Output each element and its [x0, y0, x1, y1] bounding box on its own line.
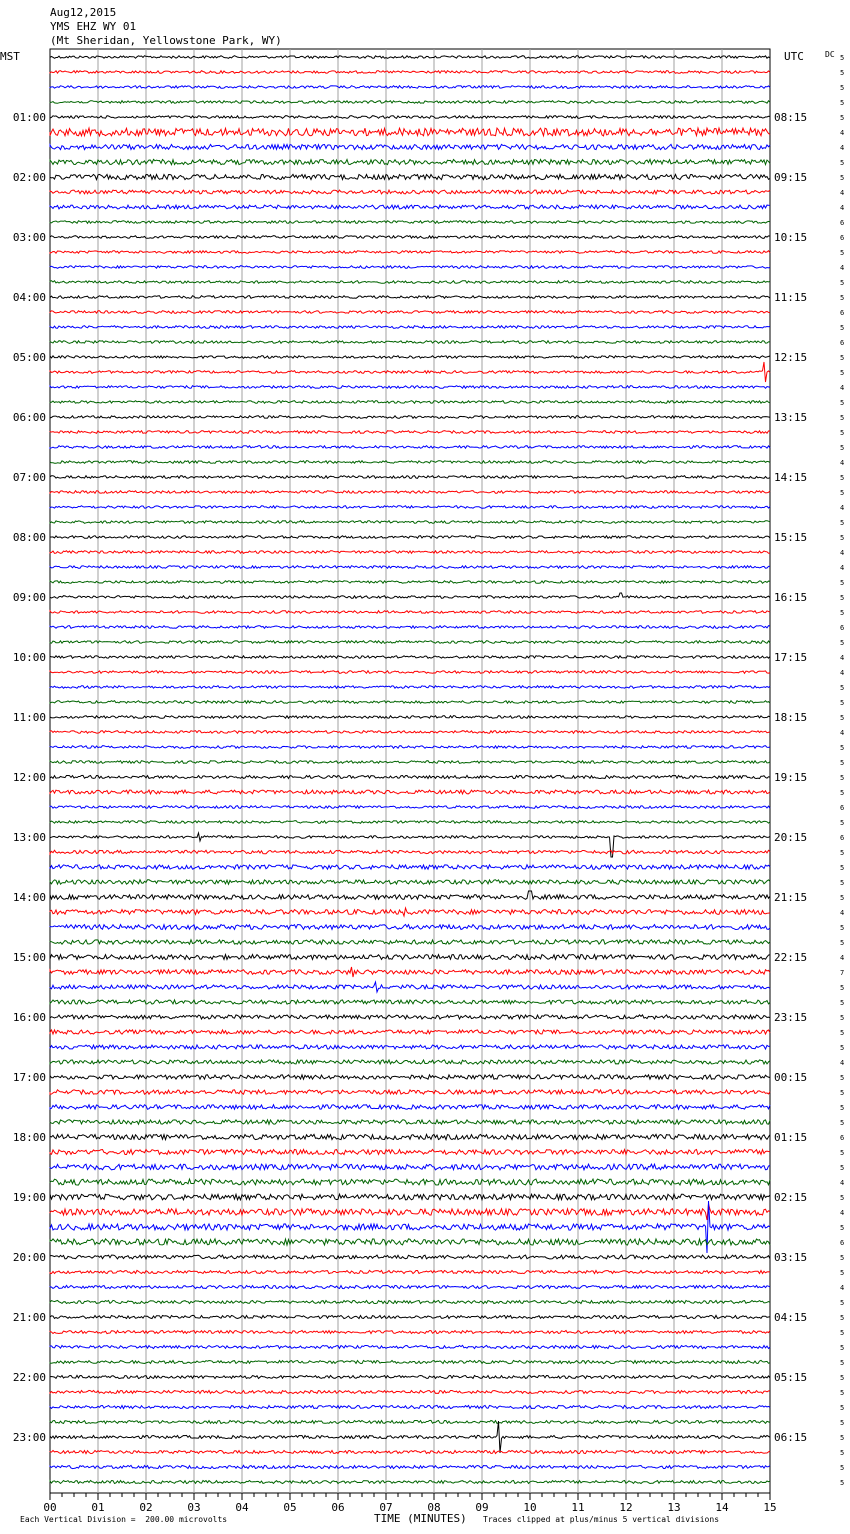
trace-row — [50, 56, 770, 59]
right-hour-label: 05:15 — [774, 1371, 808, 1384]
dc-offset-value: 4 — [840, 549, 845, 557]
right-hour-label: 20:15 — [774, 831, 808, 844]
x-tick-label: 03 — [187, 1501, 201, 1514]
trace-row — [50, 356, 770, 359]
x-tick-label: 12 — [619, 1501, 633, 1514]
trace-row — [50, 1149, 770, 1154]
dc-offset-value: 5 — [840, 1194, 845, 1202]
trace-row — [50, 128, 770, 136]
dc-offset-value: 5 — [840, 744, 845, 752]
plot-date: Aug12,2015 — [50, 6, 117, 19]
dc-offset-column — [840, 54, 844, 1487]
dc-offset-value: 6 — [840, 339, 845, 347]
dc-offset-value: 4 — [840, 144, 845, 152]
station-code: YMS EHZ WY 01 — [50, 20, 137, 33]
dc-offset-value: 4 — [840, 1179, 845, 1187]
left-hour-label: 06:00 — [12, 411, 46, 424]
dc-offset-value: 4 — [840, 459, 845, 467]
dc-offset-value: 5 — [840, 1149, 845, 1157]
dc-offset-value: 4 — [840, 264, 845, 272]
trace-row — [50, 1090, 770, 1094]
trace-row — [50, 1134, 770, 1139]
trace-row — [50, 296, 770, 299]
dc-offset-value: 5 — [840, 609, 845, 617]
dc-offset-value: 5 — [840, 429, 845, 437]
trace-row — [50, 1030, 770, 1034]
trace-row — [50, 716, 770, 719]
left-hour-label: 10:00 — [12, 651, 46, 664]
trace-row — [50, 386, 770, 389]
dc-offset-value: 7 — [840, 969, 845, 977]
dc-offset-value: 5 — [840, 399, 845, 407]
trace-row — [50, 641, 770, 644]
dc-offset-value: 5 — [840, 279, 845, 287]
trace-row — [50, 1204, 770, 1220]
trace-row — [50, 955, 770, 960]
left-hour-label: 18:00 — [12, 1131, 46, 1144]
dc-offset-value: 5 — [840, 879, 845, 887]
trace-row — [50, 701, 770, 704]
x-tick-label: 00 — [43, 1501, 57, 1514]
dc-offset-value: 5 — [840, 1449, 845, 1457]
x-tick-label: 05 — [283, 1501, 297, 1514]
right-hour-label: 17:15 — [774, 651, 808, 664]
trace-row — [50, 362, 770, 382]
x-tick-label: 02 — [139, 1501, 153, 1514]
left-hour-label: 09:00 — [12, 591, 46, 604]
trace-row — [50, 1390, 770, 1393]
dc-offset-value: 4 — [840, 384, 845, 392]
trace-row — [50, 891, 770, 899]
dc-offset-value: 5 — [840, 54, 845, 62]
dc-offset-value: 5 — [840, 414, 845, 422]
trace-row — [50, 1345, 770, 1348]
dc-offset-value: 5 — [840, 684, 845, 692]
left-hour-label: 19:00 — [12, 1191, 46, 1204]
trace-row — [50, 1060, 770, 1064]
trace-row — [50, 1255, 770, 1259]
trace-row — [50, 521, 770, 524]
dc-offset-value: 5 — [840, 789, 845, 797]
trace-row — [50, 775, 770, 778]
trace-row — [50, 491, 770, 494]
right-hour-label: 19:15 — [774, 771, 808, 784]
trace-row — [50, 746, 770, 749]
left-hour-label: 13:00 — [12, 831, 46, 844]
dc-offset-value: 5 — [840, 534, 845, 542]
trace-row — [50, 326, 770, 329]
right-hour-label: 21:15 — [774, 891, 808, 904]
left-hour-label: 17:00 — [12, 1071, 46, 1084]
trace-row — [50, 982, 770, 992]
x-tick-label: 13 — [667, 1501, 681, 1514]
trace-row — [50, 671, 770, 674]
dc-offset-value: 5 — [840, 1434, 845, 1442]
dc-offset-value: 5 — [840, 1314, 845, 1322]
dc-offset-value: 4 — [840, 909, 845, 917]
dc-offset-value: 5 — [840, 984, 845, 992]
trace-row — [50, 251, 770, 254]
dc-offset-value: 5 — [840, 1479, 845, 1487]
trace-row — [50, 1375, 770, 1378]
left-hour-label: 23:00 — [12, 1431, 46, 1444]
dc-offset-value: 6 — [840, 804, 845, 812]
trace-row — [50, 611, 770, 614]
dc-offset-value: 5 — [840, 1014, 845, 1022]
left-hour-label: 16:00 — [12, 1011, 46, 1024]
dc-offset-value: 6 — [840, 624, 845, 632]
dc-offset-value: 5 — [840, 1164, 845, 1172]
dc-offset-value: 5 — [840, 489, 845, 497]
trace-row — [50, 940, 770, 944]
trace-row — [50, 1000, 770, 1004]
dc-offset-value: 5 — [840, 69, 845, 77]
dc-offset-value: 5 — [840, 354, 845, 362]
dc-offset-value: 5 — [840, 1299, 845, 1307]
dc-offset-value: 5 — [840, 114, 845, 122]
trace-row — [50, 908, 770, 916]
trace-row — [50, 266, 770, 269]
dc-offset-value: 6 — [840, 834, 845, 842]
left-hour-label: 14:00 — [12, 891, 46, 904]
right-hour-label: 02:15 — [774, 1191, 808, 1204]
trace-row — [50, 190, 770, 194]
trace-row — [50, 1201, 770, 1253]
dc-offset-value: 5 — [840, 519, 845, 527]
dc-offset-value: 5 — [840, 1329, 845, 1337]
left-hour-label: 05:00 — [12, 351, 46, 364]
trace-row — [50, 1360, 770, 1363]
dc-offset-value: 4 — [840, 654, 845, 662]
dc-offset-value: 5 — [840, 99, 845, 107]
dc-offset-value: 5 — [840, 894, 845, 902]
dc-offset-value: 5 — [840, 1044, 845, 1052]
x-tick-label: 09 — [475, 1501, 489, 1514]
dc-offset-value: 5 — [840, 759, 845, 767]
trace-row — [50, 159, 770, 164]
trace-row — [50, 967, 770, 977]
dc-offset-value: 5 — [840, 1419, 845, 1427]
x-tick-label: 11 — [571, 1501, 585, 1514]
left-hour-label: 04:00 — [12, 291, 46, 304]
dc-offset-value: 5 — [840, 939, 845, 947]
dc-offset-value: 4 — [840, 129, 845, 137]
seismic-traces — [50, 56, 770, 1484]
dc-offset-value: 4 — [840, 669, 845, 677]
dc-offset-value: 5 — [840, 924, 845, 932]
dc-offset-value: 5 — [840, 294, 845, 302]
dc-offset-value: 6 — [840, 309, 845, 317]
trace-row — [50, 221, 770, 224]
trace-row — [50, 431, 770, 434]
dc-offset-value: 5 — [840, 1389, 845, 1397]
trace-row — [50, 341, 770, 344]
trace-row — [50, 761, 770, 764]
trace-row — [50, 566, 770, 569]
trace-row — [50, 1075, 770, 1079]
right-hour-label: 04:15 — [774, 1311, 808, 1324]
dc-offset-value: 5 — [840, 1104, 845, 1112]
trace-row — [50, 116, 770, 119]
left-hour-label: 01:00 — [12, 111, 46, 124]
trace-row — [50, 656, 770, 659]
x-tick-label: 14 — [715, 1501, 729, 1514]
left-hour-label: 21:00 — [12, 1311, 46, 1324]
dc-offset-value: 5 — [840, 1254, 845, 1262]
trace-row — [50, 1405, 770, 1408]
x-tick-label: 01 — [91, 1501, 105, 1514]
dc-offset-value: 5 — [840, 369, 845, 377]
left-hour-label: 20:00 — [12, 1251, 46, 1264]
trace-row — [50, 806, 770, 809]
dc-offset-value: 5 — [840, 444, 845, 452]
trace-row — [50, 1105, 770, 1109]
dc-offset-value: 5 — [840, 864, 845, 872]
left-hour-label: 22:00 — [12, 1371, 46, 1384]
left-hour-label: 15:00 — [12, 951, 46, 964]
dc-offset-value: 5 — [840, 249, 845, 257]
trace-row — [50, 86, 770, 89]
dc-offset-value: 5 — [840, 849, 845, 857]
dc-offset-value: 5 — [840, 579, 845, 587]
dc-offset-value: 5 — [840, 1074, 845, 1082]
trace-row — [50, 850, 770, 853]
scale-note: Each Vertical Division = 200.00 microvolts — [20, 1515, 228, 1524]
trace-row — [50, 880, 770, 884]
trace-row — [50, 101, 770, 104]
dc-offset-value: 4 — [840, 504, 845, 512]
trace-row — [50, 1045, 770, 1049]
dc-offset-value: 5 — [840, 1374, 845, 1382]
trace-row — [50, 416, 770, 419]
dc-offset-value: 5 — [840, 1224, 845, 1232]
trace-row — [50, 1300, 770, 1303]
trace-row — [50, 1179, 770, 1185]
dc-offset-value: 4 — [840, 189, 845, 197]
right-hour-label: 22:15 — [774, 951, 808, 964]
clip-note: Traces clipped at plus/minus 5 vertical divisions — [483, 1515, 720, 1524]
trace-row — [50, 71, 770, 74]
right-timezone-label: UTC — [784, 50, 804, 63]
dc-offset-value: 4 — [840, 1059, 845, 1067]
dc-offset-value: 5 — [840, 1359, 845, 1367]
right-hour-label: 14:15 — [774, 471, 808, 484]
dc-offset-value: 4 — [840, 204, 845, 212]
trace-row — [50, 551, 770, 554]
dc-offset-value: 6 — [840, 1134, 845, 1142]
dc-offset-value: 4 — [840, 729, 845, 737]
trace-row — [50, 446, 770, 449]
dc-offset-value: 5 — [840, 1119, 845, 1127]
right-hour-label: 06:15 — [774, 1431, 808, 1444]
trace-row — [50, 1465, 770, 1468]
dc-offset-value: 4 — [840, 1209, 845, 1217]
dc-offset-value: 5 — [840, 84, 845, 92]
dc-offset-value: 5 — [840, 474, 845, 482]
right-hour-label: 13:15 — [774, 411, 808, 424]
trace-row — [50, 865, 770, 869]
dc-offset-value: 4 — [840, 954, 845, 962]
trace-row — [50, 205, 770, 209]
dc-offset-value: 4 — [840, 564, 845, 572]
dc-offset-value: 6 — [840, 1239, 845, 1247]
trace-row — [50, 506, 770, 509]
left-timezone-label: MST — [0, 50, 20, 63]
dc-offset-value: 5 — [840, 639, 845, 647]
x-tick-label: 06 — [331, 1501, 345, 1514]
trace-row — [50, 1481, 770, 1484]
right-hour-label: 15:15 — [774, 531, 808, 544]
trace-row — [50, 1330, 770, 1333]
trace-row — [50, 925, 770, 930]
dc-offset-value: 6 — [840, 234, 845, 242]
left-hour-label: 02:00 — [12, 171, 46, 184]
trace-row — [50, 1451, 770, 1454]
trace-row — [50, 1120, 770, 1124]
trace-row — [50, 461, 770, 464]
trace-row — [50, 593, 770, 598]
dc-offset-value: 5 — [840, 714, 845, 722]
trace-row — [50, 581, 770, 584]
trace-row — [50, 1239, 770, 1245]
trace-row — [50, 536, 770, 539]
trace-row — [50, 144, 770, 149]
left-hour-label: 08:00 — [12, 531, 46, 544]
station-location: (Mt Sheridan, Yellowstone Park, WY) — [50, 34, 282, 47]
right-hour-label: 01:15 — [774, 1131, 808, 1144]
right-hour-label: 11:15 — [774, 291, 808, 304]
trace-row — [50, 476, 770, 479]
dc-offset-value: 5 — [840, 174, 845, 182]
trace-row — [50, 731, 770, 734]
trace-row — [50, 626, 770, 629]
right-hour-label: 23:15 — [774, 1011, 808, 1024]
left-hour-label: 07:00 — [12, 471, 46, 484]
left-hour-label: 12:00 — [12, 771, 46, 784]
trace-row — [50, 1285, 770, 1288]
trace-row — [50, 311, 770, 314]
left-hour-label: 11:00 — [12, 711, 46, 724]
dc-offset-value: 4 — [840, 1284, 845, 1292]
x-tick-label: 07 — [379, 1501, 393, 1514]
left-hour-labels — [13, 111, 46, 1444]
trace-row — [50, 1015, 770, 1019]
trace-row — [50, 1164, 770, 1170]
trace-row — [50, 1194, 770, 1200]
dc-offset-value: 6 — [840, 219, 845, 227]
dc-offset-value: 5 — [840, 159, 845, 167]
trace-row — [50, 686, 770, 689]
trace-row — [50, 174, 770, 179]
time-axis — [43, 1493, 776, 1514]
dc-offset-value: 5 — [840, 594, 845, 602]
trace-row — [50, 790, 770, 794]
trace-row — [50, 1420, 770, 1423]
dc-offset-value: 5 — [840, 324, 845, 332]
trace-row — [50, 1270, 770, 1273]
trace-row — [50, 1421, 770, 1453]
right-hour-label: 00:15 — [774, 1071, 808, 1084]
trace-row — [50, 1315, 770, 1318]
x-axis-title: TIME (MINUTES) — [374, 1512, 467, 1525]
dc-offset-value: 5 — [840, 1029, 845, 1037]
trace-row — [50, 281, 770, 284]
right-hour-label: 08:15 — [774, 111, 808, 124]
dc-offset-value: 5 — [840, 819, 845, 827]
x-tick-label: 04 — [235, 1501, 249, 1514]
dc-label: DC — [825, 50, 835, 59]
right-hour-labels — [774, 111, 807, 1444]
dc-offset-value: 5 — [840, 999, 845, 1007]
right-hour-label: 12:15 — [774, 351, 808, 364]
x-tick-label: 08 — [427, 1501, 441, 1514]
x-tick-label: 10 — [523, 1501, 537, 1514]
right-hour-label: 09:15 — [774, 171, 808, 184]
trace-row — [50, 821, 770, 824]
left-hour-label: 03:00 — [12, 231, 46, 244]
right-hour-label: 03:15 — [774, 1251, 808, 1264]
dc-offset-value: 5 — [840, 1089, 845, 1097]
dc-offset-value: 5 — [840, 1269, 845, 1277]
trace-row — [50, 236, 770, 239]
right-hour-label: 16:15 — [774, 591, 808, 604]
dc-offset-value: 5 — [840, 1404, 845, 1412]
dc-offset-value: 5 — [840, 1344, 845, 1352]
x-tick-label: 15 — [763, 1501, 777, 1514]
dc-offset-value: 5 — [840, 774, 845, 782]
trace-row — [50, 401, 770, 404]
dc-offset-value: 5 — [840, 1464, 845, 1472]
right-hour-label: 18:15 — [774, 711, 808, 724]
right-hour-label: 10:15 — [774, 231, 808, 244]
dc-offset-value: 5 — [840, 699, 845, 707]
